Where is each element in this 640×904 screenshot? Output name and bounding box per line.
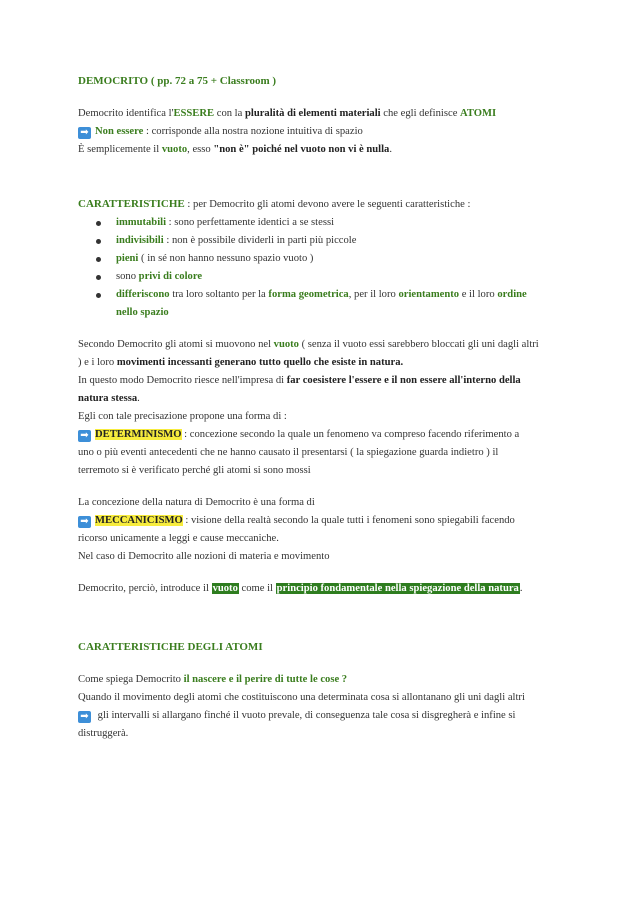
text: . [519,583,523,594]
text-vuoto: vuoto [273,339,299,350]
text: come il [238,583,276,594]
text: : per Democrito gli atomi devono avere le seguenti caratteristiche : [184,199,471,210]
term: forma geometrica [268,289,349,300]
principio-highlight: principio fondamentale nella spiegazione della natura [276,583,519,594]
arrow-right-icon: ➡ [78,127,91,139]
term: ordine [497,289,527,300]
text-bold: movimenti incessanti generano tutto quello che esiste in natura. [116,357,404,368]
text: ( in sé non hanno nessuno spazio vuoto ) [138,253,314,264]
term: nello spazio [116,307,169,318]
arrow-right-icon: ➡ [78,430,91,442]
intro-line-2 [78,123,568,141]
text: In questo modo Democrito riesce nell'impresa di [78,375,287,386]
term: privi di colore [138,271,203,282]
section-heading: CARATTERISTICHE [78,198,185,210]
meccanicismo-line-3: ricorso unicamente a leggi e cause meccaniche. [78,533,279,544]
movimento-line-5: Egli con tale precisazione propone una forma di : [78,411,287,422]
text: : corrisponde alla nostra nozione intuitiva di spazio [143,126,363,137]
conclusione-line [78,580,568,598]
text: , esso [187,144,214,155]
characteristics-list [78,214,568,322]
movimento-line-4 [78,390,568,408]
text: Democrito identifica l' [78,108,174,119]
text: che egli definisce [380,108,461,119]
text-vuoto: vuoto [161,144,188,155]
text: ) e i loro [78,357,117,368]
text: Secondo Democrito gli atomi si muovono nel [78,339,274,350]
text: Come spiega Democrito [78,674,184,685]
title-ref: ( pp. 72 a 75 + Classroom ) [148,75,277,87]
text-bold: far coesistere l'essere e il non essere all'interno della [286,375,521,386]
bullet-icon [96,275,101,280]
atomi-line-3 [78,707,568,725]
text: . [389,144,393,155]
term: indivisibili [116,235,164,246]
page-title [78,72,568,91]
section-atomi-heading [78,638,568,657]
text-essere: ESSERE [173,108,215,119]
movimento-line-2 [78,354,568,372]
meccanicismo-highlight: MECCANICISMO [95,515,183,526]
arrow-right-icon: ➡ [78,711,91,723]
section-caratteristiche-heading [78,195,568,214]
text: sono [116,271,139,282]
text: e il loro [459,289,498,300]
text: : sono perfettamente identici a se stessi [166,217,335,228]
movimento-line-7: uno o più eventi antecedenti che ne hanno causato il presentarsi ( la spiegazione guarda indietro ) il [78,447,499,458]
text: . [137,393,140,404]
text: gli intervalli si allargano finché il vuoto prevale, di conseguenza tale cosa si disgregherà e infine si [95,710,516,721]
vuoto-highlight: vuoto [212,583,238,594]
term: pieni [116,253,139,264]
document-content [78,72,568,743]
text-non-essere: Non essere [95,126,144,137]
term: immutabili [116,217,167,228]
meccanicismo-line-4: Nel caso di Democrito alle nozioni di materia e movimento [78,551,330,562]
atomi-line-2: Quando il movimento degli atomi che costituiscono una determinata cosa si allontanano gli uni dagli altri [78,692,525,703]
text: ( senza il vuoto essi sarebbero bloccati gli uni dagli altri [298,339,539,350]
bullet-icon [96,239,101,244]
text: , per il loro [348,289,399,300]
arrow-right-icon: ➡ [78,516,91,528]
text-question: il nascere e il perire di tutte le cose ? [183,674,348,685]
term: orientamento [398,289,460,300]
text: con la [214,108,245,119]
determinismo-highlight: DETERMINISMO [95,429,182,440]
text: : non è possibile dividerli in parti più piccole [163,235,357,246]
list-item [78,250,568,268]
atomi-line-1 [78,671,568,689]
text-bold: pluralità di elementi materiali [244,108,381,119]
list-item [78,286,568,322]
text: tra loro soltanto per la [169,289,269,300]
intro-line-1 [78,105,568,123]
movimento-line-1 [78,336,568,354]
movimento-line-3 [78,372,568,390]
bullet-icon [96,293,101,298]
text: È semplicemente il [78,144,162,155]
meccanicismo-line-1: La concezione della natura di Democrito è una forma di [78,497,315,508]
section-heading: CARATTERISTICHE DEGLI ATOMI [78,641,263,653]
list-item [78,232,568,250]
meccanicismo-line-2 [78,512,568,530]
text: : concezione secondo la quale un fenomeno va compreso facendo riferimento a [181,429,520,440]
text: Democrito, perciò, introduce il [78,583,212,594]
text-atomi: ATOMI [460,108,497,119]
text: : visione della realtà secondo la quale tutti i fenomeni sono spiegabili facendo [182,515,515,526]
movimento-line-8: terremoto si è verificato perché gli atomi si sono mossi [78,465,311,476]
list-item [78,268,568,286]
list-item [78,214,568,232]
determinismo-line [78,426,568,444]
text-bold: natura stessa [78,393,138,404]
intro-line-3 [78,141,568,159]
term: differiscono [116,289,170,300]
bullet-icon [96,221,101,226]
title-main: DEMOCRITO [78,75,149,87]
bullet-icon [96,257,101,262]
text-bold: "non è" poiché nel vuoto non vi è nulla [213,144,390,155]
atomi-line-4: distruggerà. [78,728,129,739]
